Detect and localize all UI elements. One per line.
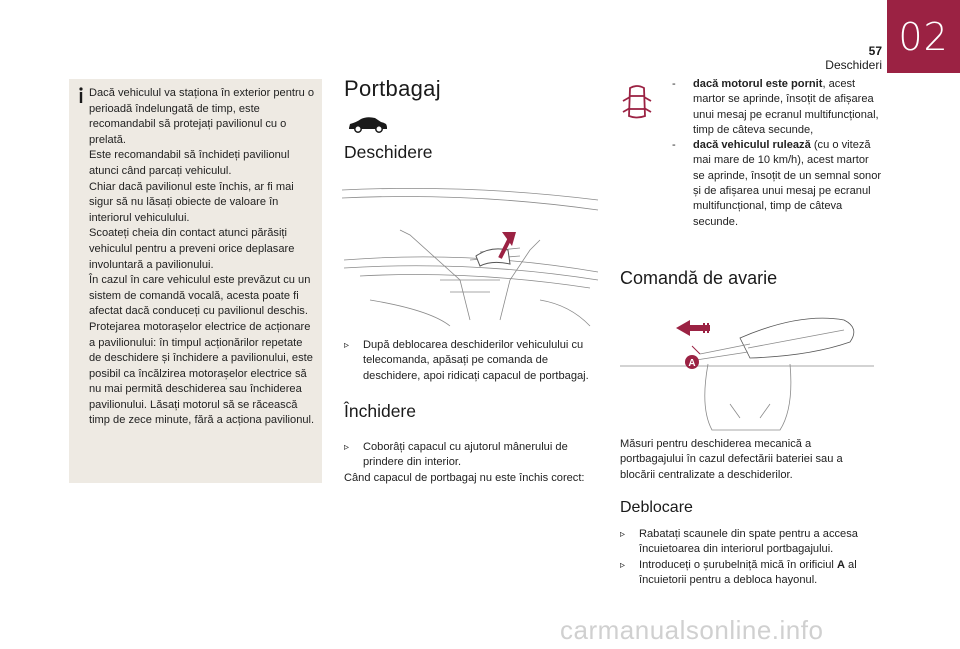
bullet-arrow-icon: ▹ xyxy=(620,559,626,571)
info-paragraph: În cazul în care vehiculul este prevăzut cu un sistem de comandă vocală, acesta poate fi afectat dacă conduceți cu pavilionul deschis. xyxy=(89,274,311,318)
opening-instruction: ▹ După deblocarea deschiderilor vehiculului cu telecomanda, apăsați pe comanda de deschidere, apoi ridicați capacul de portbagaj. xyxy=(344,339,589,382)
bullet-arrow-icon: ▹ xyxy=(344,442,350,453)
watermark: carmanualsonline.info xyxy=(560,615,824,645)
warning-conditions xyxy=(672,77,882,230)
list-item: ▹ Introduceți o șurubelniță mică în orificiul A al încuietorii pentru a debloca hayonul. xyxy=(620,558,857,586)
heading-emergency: Comandă de avarie xyxy=(620,268,778,288)
info-icon xyxy=(77,87,85,103)
info-paragraph: Este recomandabil să închideți pavilionul atunci când parcați vehiculul. xyxy=(89,149,290,177)
section-title: Deschideri xyxy=(825,58,882,72)
open-door-warning-icon xyxy=(620,82,654,122)
trunk-opening-illustration xyxy=(340,180,602,328)
heading-closing: Închidere xyxy=(344,401,416,421)
page-number: 57 xyxy=(868,44,882,58)
emergency-lock-illustration xyxy=(620,308,878,433)
unlock-instructions xyxy=(620,527,870,588)
info-paragraph: Dacă vehiculul va staționa în exterior pentru o perioadă îndelungată de timp, este recomandabil să protejați pavilionul cu o prelată. xyxy=(89,87,315,146)
info-paragraph: Chiar dacă pavilionul este închis, ar fi mai sigur să nu lăsați obiecte de valoare în interiorul vehiculului. xyxy=(89,180,294,224)
closing-instruction: ▹ Coborâți capacul cu ajutorul mânerului de prindere din interior. Când capacul de portbagaj nu este închis corect: xyxy=(344,440,606,486)
info-box xyxy=(69,79,322,483)
list-item: - dacă vehiculul rulează (cu o viteză mai mare de 10 km/h), acest martor se aprinde, însoțit de un semnal sonor și de afișarea unui mesaj pe ecranul multifuncțional, timp de câteva secunde. xyxy=(672,139,882,228)
info-paragraph: Scoateți cheia din contact atunci părăsiți vehiculul pentru a preveni orice deplasare involuntară a pavilionului. xyxy=(89,227,295,271)
bullet-arrow-icon: ▹ xyxy=(620,529,626,540)
page-title: Portbagaj xyxy=(344,76,441,101)
emergency-text: Măsuri pentru deschiderea mecanică a portbagajului în cazul defectării bateriei sau a blocării centralizate a deschiderilor. xyxy=(620,438,843,481)
car-icon xyxy=(347,114,389,134)
info-paragraph: Protejarea motorașelor electrice de acționare a pavilionului: în timpul acționărilor repetate de deschidere și închidere a pavilionului, este posibil ca încălzirea motorașelor electrice să nu mai permită deschiderea sau închiderea pavilionului. Lăsați motorul să se răcească timp de zece minute, fără a acționa pavilionul. xyxy=(89,320,315,427)
list-item: - dacă motorul este pornit, acest martor se aprinde, însoțit de afișarea unui mesaj pe ecranul multifuncțional, timp de câteva secunde, xyxy=(672,78,879,136)
chapter-tab: 02 xyxy=(887,0,960,73)
heading-opening: Deschidere xyxy=(344,142,433,162)
marker-a-label: A xyxy=(688,358,696,369)
closing-text: Când capacul de portbagaj nu este închis corect: xyxy=(344,471,585,484)
bullet-arrow-icon: ▹ xyxy=(344,340,350,351)
heading-unlock: Deblocare xyxy=(620,499,693,516)
list-item: ▹ Rabatați scaunele din spate pentru a accesa încuietoarea din interiorul portbagajului. xyxy=(620,528,858,556)
